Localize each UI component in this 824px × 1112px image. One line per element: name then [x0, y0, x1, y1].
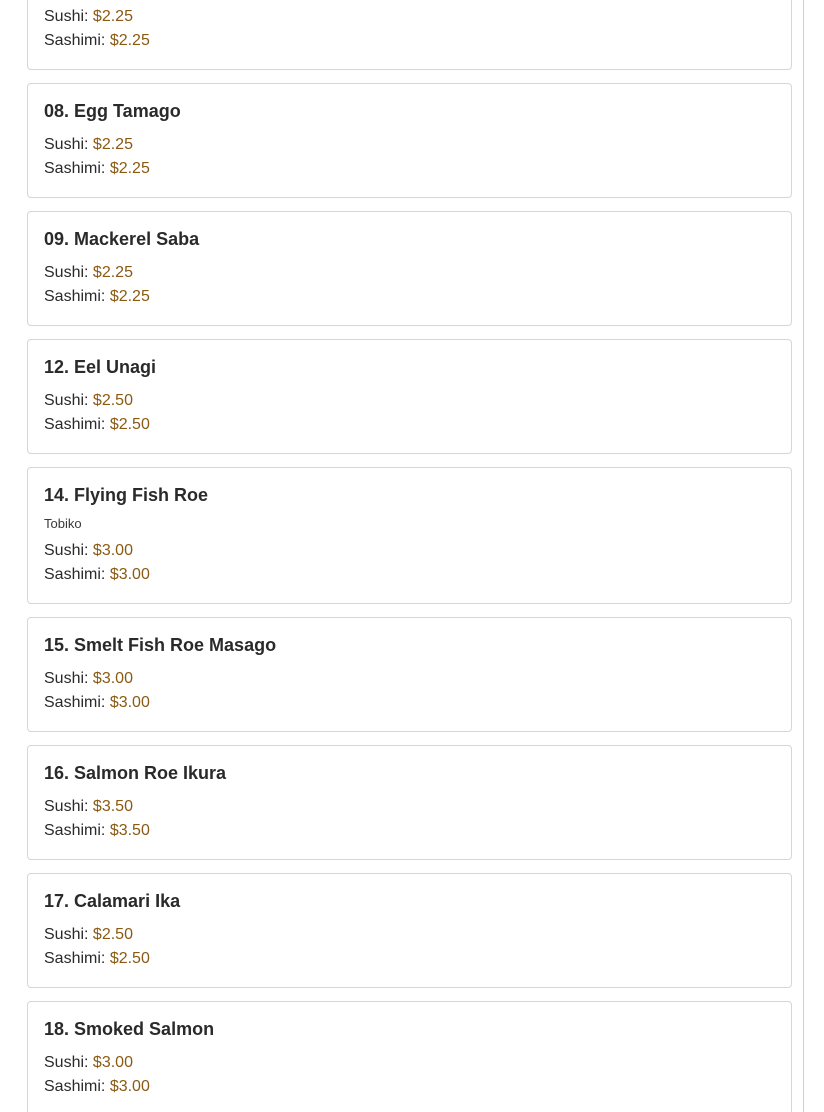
sashimi-label: Sashimi: [44, 822, 106, 839]
menu-item-card[interactable] [27, 1001, 792, 1112]
sushi-label: Sushi: [44, 798, 89, 815]
sushi-price-line [44, 133, 775, 157]
sashimi-price: $3.00 [109, 694, 150, 711]
sushi-label: Sushi: [44, 542, 89, 559]
sushi-label: Sushi: [44, 1054, 89, 1071]
sashimi-price: $3.00 [109, 566, 150, 583]
menu-item-title: 16. Salmon Roe Ikura [44, 763, 227, 783]
sushi-price: $3.00 [92, 542, 133, 559]
menu-item-card[interactable] [27, 83, 792, 198]
sashimi-price: $2.25 [109, 288, 150, 305]
sushi-label: Sushi: [44, 136, 89, 153]
sushi-price-line [44, 389, 775, 413]
menu-item-title: 12. Eel Unagi [44, 357, 157, 377]
sashimi-price: $3.50 [109, 822, 150, 839]
menu-item-card[interactable] [27, 211, 792, 326]
sashimi-price-line [44, 691, 775, 715]
menu-item-description: Tobiko [44, 516, 82, 531]
menu-item-title: 08. Egg Tamago [44, 101, 181, 121]
sushi-price-line [44, 795, 775, 819]
sushi-price: $2.25 [92, 136, 133, 153]
menu-item-title: 14. Flying Fish Roe [44, 485, 209, 505]
menu-item-card[interactable] [27, 467, 792, 604]
sushi-price: $2.50 [92, 392, 133, 409]
sashimi-label: Sashimi: [44, 694, 106, 711]
sashimi-label: Sashimi: [44, 416, 106, 433]
sushi-label: Sushi: [44, 264, 89, 281]
sashimi-price-line [44, 413, 775, 437]
sashimi-label: Sashimi: [44, 288, 106, 305]
sashimi-label: Sashimi: [44, 950, 106, 967]
menu-item-title: 09. Mackerel Saba [44, 229, 200, 249]
menu-item-title: 18. Smoked Salmon [44, 1019, 215, 1039]
sashimi-price-line [44, 947, 775, 971]
sashimi-price-line [44, 29, 775, 53]
sashimi-price-line [44, 1075, 775, 1099]
sushi-price: $2.25 [92, 264, 133, 281]
menu-item-card[interactable] [27, 745, 792, 860]
sashimi-label: Sashimi: [44, 160, 106, 177]
sushi-price-line [44, 1051, 775, 1075]
sushi-price-line [44, 923, 775, 947]
sushi-price: $2.50 [92, 926, 133, 943]
page-right-border [803, 0, 804, 1112]
sushi-price: $3.50 [92, 798, 133, 815]
menu-item-card[interactable] [27, 0, 792, 70]
sushi-price-line [44, 261, 775, 285]
menu-item-card[interactable] [27, 339, 792, 454]
sashimi-price: $2.50 [109, 950, 150, 967]
sashimi-label: Sashimi: [44, 32, 106, 49]
sushi-label: Sushi: [44, 926, 89, 943]
menu-item-card[interactable] [27, 617, 792, 732]
menu-item-list [27, 0, 792, 1112]
sushi-price-line [44, 539, 775, 563]
sushi-price-line [44, 667, 775, 691]
sushi-price-line [44, 5, 775, 29]
sashimi-price-line [44, 563, 775, 587]
sashimi-price-line [44, 819, 775, 843]
sashimi-label: Sashimi: [44, 1078, 106, 1095]
menu-item-title: 17. Calamari Ika [44, 891, 181, 911]
sashimi-price: $2.25 [109, 32, 150, 49]
sushi-price: $3.00 [92, 1054, 133, 1071]
menu-item-card[interactable] [27, 873, 792, 988]
sashimi-price: $2.25 [109, 160, 150, 177]
sashimi-price: $2.50 [109, 416, 150, 433]
sushi-label: Sushi: [44, 670, 89, 687]
sushi-price: $3.00 [92, 670, 133, 687]
sashimi-price-line [44, 285, 775, 309]
sashimi-label: Sashimi: [44, 566, 106, 583]
sashimi-price: $3.00 [109, 1078, 150, 1095]
menu-item-title: 15. Smelt Fish Roe Masago [44, 635, 277, 655]
sashimi-price-line [44, 157, 775, 181]
sushi-label: Sushi: [44, 8, 89, 25]
sushi-price: $2.25 [92, 8, 133, 25]
sushi-label: Sushi: [44, 392, 89, 409]
